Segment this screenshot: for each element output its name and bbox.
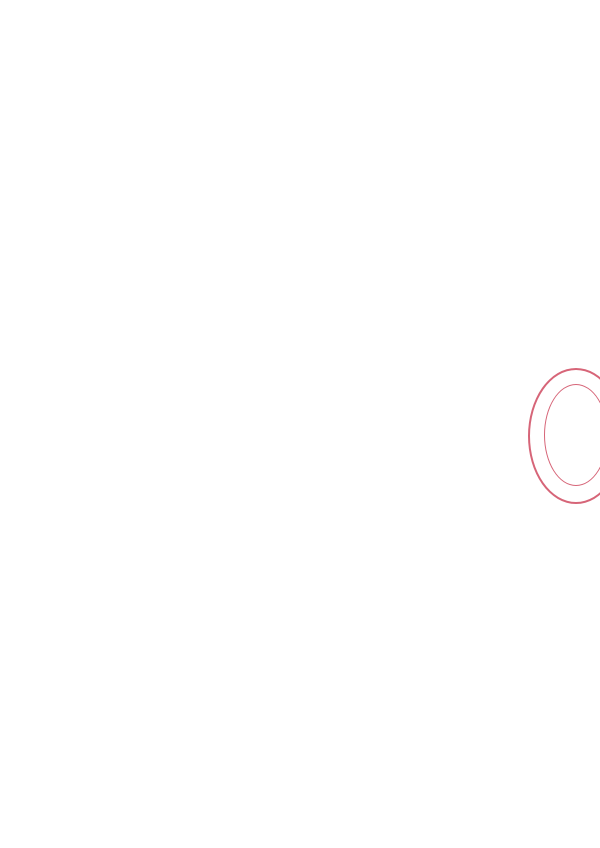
company-seal bbox=[528, 368, 600, 504]
company-seal-inner-ring bbox=[544, 384, 600, 486]
